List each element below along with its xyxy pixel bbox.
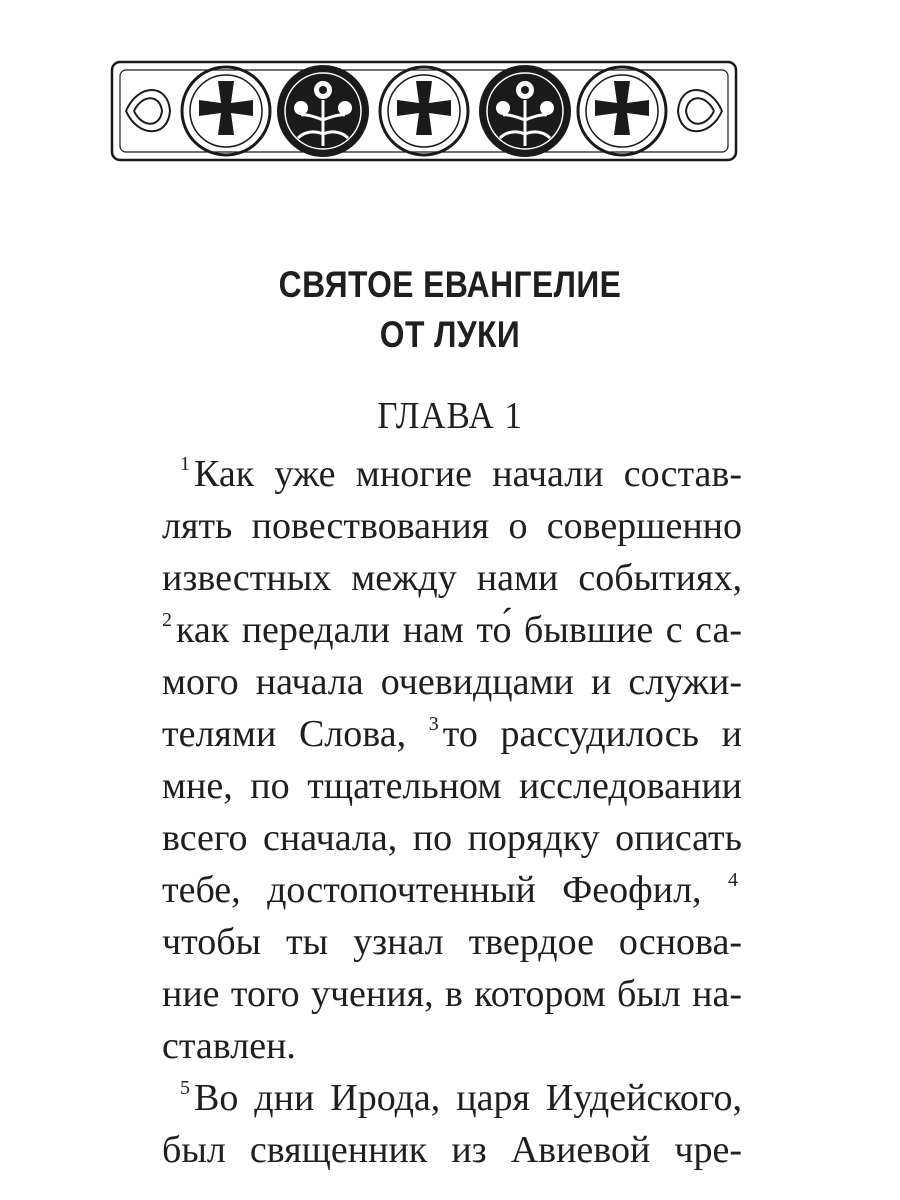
chapter-heading: ГЛАВА 1 — [377, 395, 523, 437]
text-line: чтобы ты узнал твердое основа- — [162, 921, 742, 963]
flower-medallion-icon — [479, 65, 571, 157]
text-line: мого начала очевидцами и служи- — [162, 661, 742, 703]
ornament-band — [108, 58, 740, 164]
text-line: $^1$ Как уже многие начали состав- — [180, 453, 742, 495]
text-line: был священник из Авиевой чре- — [162, 1129, 742, 1171]
verse-number: 4 — [728, 869, 738, 891]
cross-medallion-icon — [578, 67, 666, 155]
text-line: $^2$ как передали нам то́ бывшие с са- — [162, 609, 742, 651]
book-title-line-1: СВЯТОЕ ЕВАНГЕЛИЕ — [278, 264, 622, 305]
flower-medallion-icon — [277, 65, 369, 157]
cross-medallion-icon — [182, 67, 270, 155]
verse-number: 3 — [428, 713, 439, 735]
text-line: ставлен. — [162, 1025, 296, 1067]
verse-number: 1 — [180, 453, 190, 475]
text-line: лять повествования о совершенно — [162, 505, 742, 547]
text-line: ние того учения, в котором был на- — [162, 973, 742, 1015]
book-title-line-2: ОТ ЛУКИ — [379, 314, 521, 355]
cross-medallion-icon — [380, 67, 468, 155]
text-line: всего сначала, по порядку описать — [162, 817, 742, 859]
text-line: известных между нами событиях, — [162, 557, 742, 599]
text-line: $^5$ Во дни Ирода, царя Иудейского, — [180, 1077, 742, 1119]
text-line: телями Слова, $^3$ то рассудилось и — [162, 713, 742, 755]
text-line: тебе, достопочтенный Феофил, $^4$ — [162, 869, 738, 911]
text-line: мне, по тщательном исследовании — [162, 765, 742, 807]
verse-number: 5 — [180, 1077, 190, 1099]
verse-number: 2 — [162, 609, 172, 631]
